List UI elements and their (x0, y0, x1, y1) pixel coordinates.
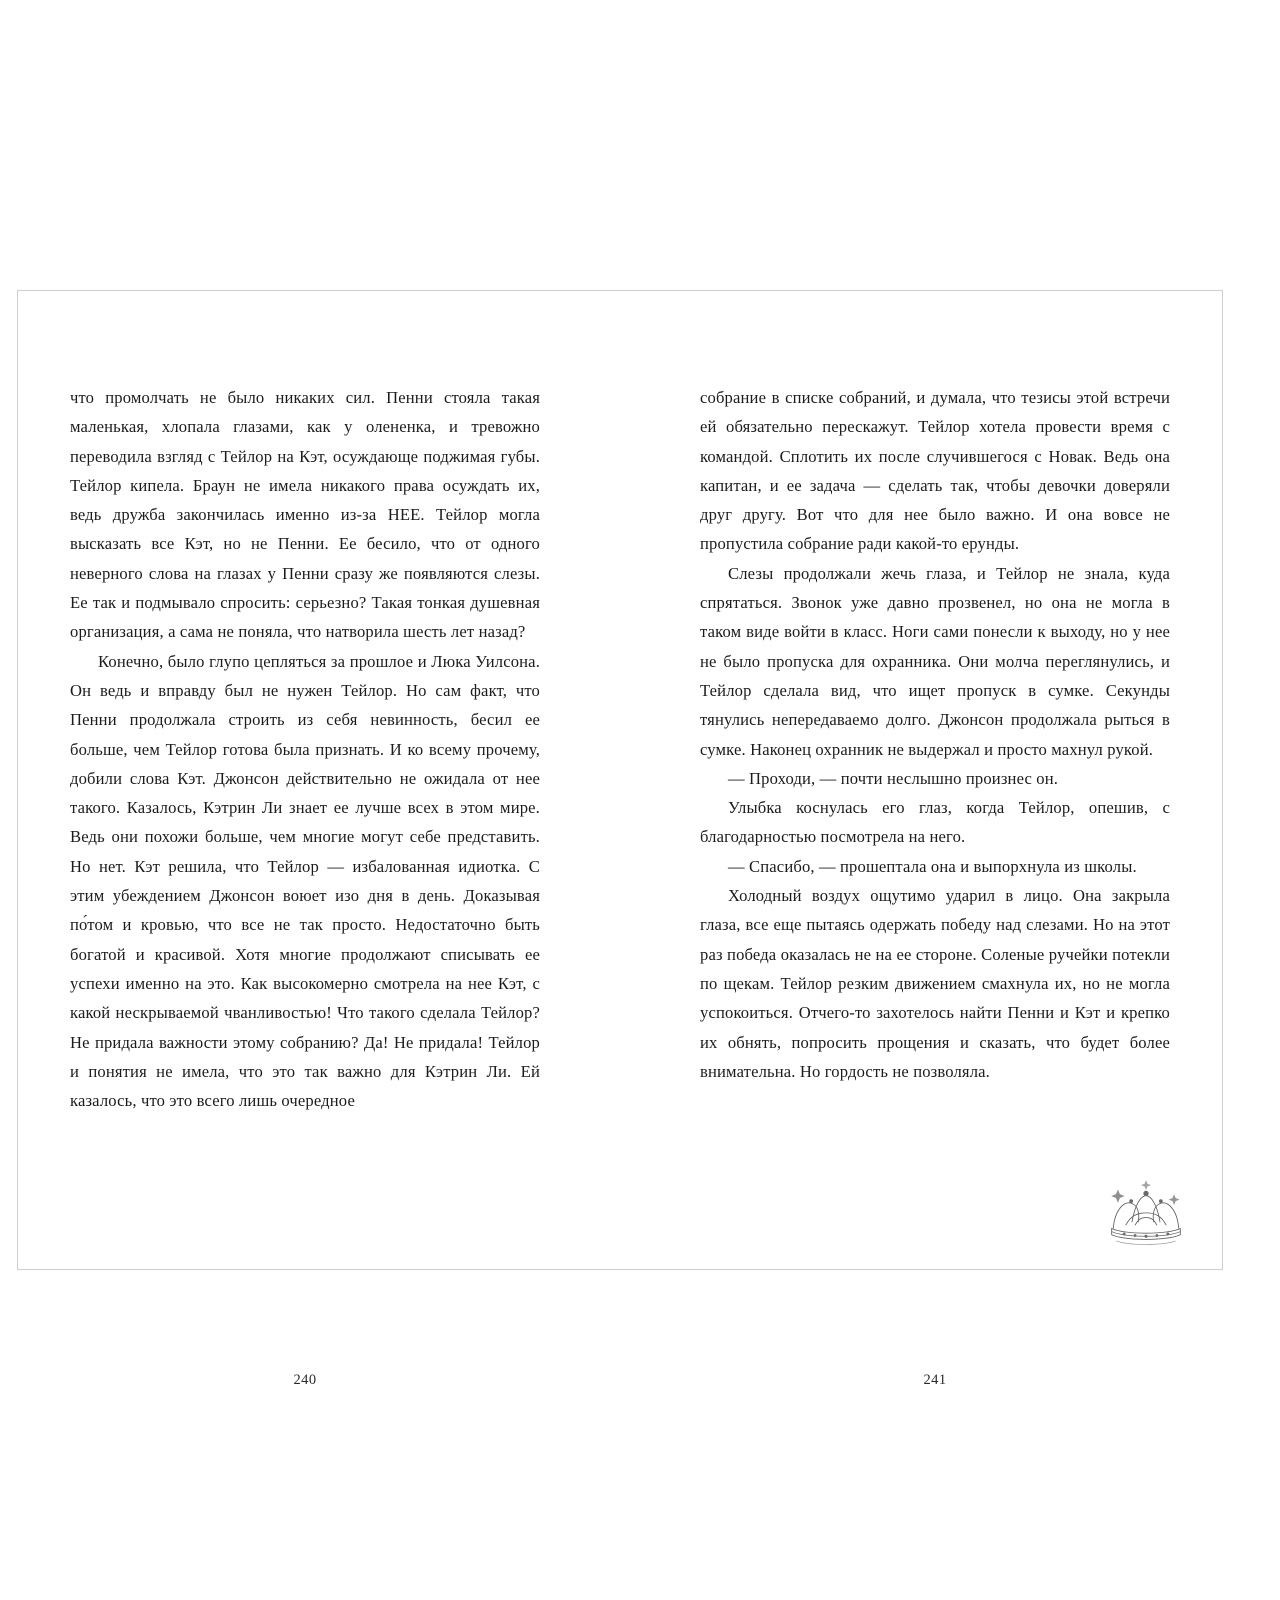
page-number-left: 240 (293, 1372, 317, 1388)
paragraph: Слезы продолжали жечь глаза, и Тейлор не знала, куда спрятаться. Звонок уже давно прозвенел, но она не могла в таком виде войти в класс. Ноги сами понесли к выходу, но у нее не было пропуска для охранника. Они молча переглянулись, и Тейлор сделала вид, что ищет пропуск в сумке. Секунды тянулись непередаваемо долго. Джонсон продолжала рыться в сумке. Наконец охранник не выдержал и просто махнул рукой. (700, 563, 1170, 759)
page-number-right: 241 (923, 1372, 947, 1388)
right-page-text (700, 383, 1170, 1086)
paragraph: Конечно, было глупо цепляться за прошлое и Люка Уилсона. Он ведь и вправду был не нужен Тейлор. Но сам факт, что Пенни продолжала строить из себя невинность, бесил ее больше, чем Тейлор готова была признать. И ко всему прочему, добили слова Кэт. Джонсон действительно не ожидала от нее такого. Казалось, Кэтрин Ли знает ее лучше всех в этом мире. Ведь они похожи больше, чем многие могут себе представить. Но нет. Кэт решила, что Тейлор — избалованная идиотка. С этим убеждением Джонсон воюет изо дня в день. Доказывая по́том и кровью, что все не так просто. Недостаточно быть богатой и красивой. Хотя многие продолжают списывать ее успехи именно на это. Как высокомерно смотрела на нее Кэт, с какой нескрываемой чванливостью! Что такого сделала Тейлор? Не придала важности этому собранию? Да! Не придала! Тейлор и понятия не имела, что это так важно для Кэтрин Ли. Ей казалось, что это всего лишь очередное (70, 651, 540, 1111)
paragraph: — Проходи, — почти неслышно произнес он. (728, 768, 1059, 788)
left-page-text (70, 383, 540, 1115)
paragraph: что промолчать не было никаких сил. Пенни стояла такая маленькая, хлопала глазами, как у олененка, и тревожно переводила взгляд с Тейлор на Кэт, осуждающе поджимая губы. Тейлор кипела. Браун не имела никакого права осуждать их, ведь дружба закончилась именно из-за НЕЕ. Тейлор могла высказать все Кэт, но не Пенни. Ее бесило, что от одного неверного слова на глазах у Пенни сразу же появляются слезы. Ее так и подмывало спросить: серьезно? Такая тонкая душевная организация, а сама не поняла, что натворила шесть лет назад? (70, 388, 540, 642)
book-spread (17, 290, 1223, 1388)
spread-columns (18, 291, 1222, 1388)
left-page (70, 383, 540, 1388)
paragraph: Холодный воздух ощутимо ударил в лицо. Она закрыла глаза, все еще пытаясь одержать победу над слезами. Но на этот раз победа оказалась не на ее стороне. Соленые ручейки потекли по щекам. Тейлор резким движением смахнула их, но не могла успокоиться. Отчего-то захотелось найти Пенни и Кэт и крепко их обнять, попросить прощения и сказать, что будет более внимательна. Но гордость не позволяла. (700, 886, 1170, 1081)
crown-icon (1098, 1177, 1194, 1255)
paragraph: собрание в списке собраний, и думала, что тезисы этой встречи ей обязательно перескажут. Тейлор хотела провести время с командой. Сплотить их после случившегося с Новак. Ведь она капитан, и ее задача — сделать так, чтобы девочки доверяли друг другу. Вот что для нее было важно. И она вовсе не пропустила собрание ради какой-то ерунды. (700, 388, 1170, 554)
right-page (700, 383, 1170, 1388)
paragraph: — Спасибо, — прошептала она и выпорхнула из школы. (728, 856, 1137, 876)
paragraph: Улыбка коснулась его глаз, когда Тейлор, опешив, с благодарностью посмотрела на него. (700, 798, 1170, 847)
